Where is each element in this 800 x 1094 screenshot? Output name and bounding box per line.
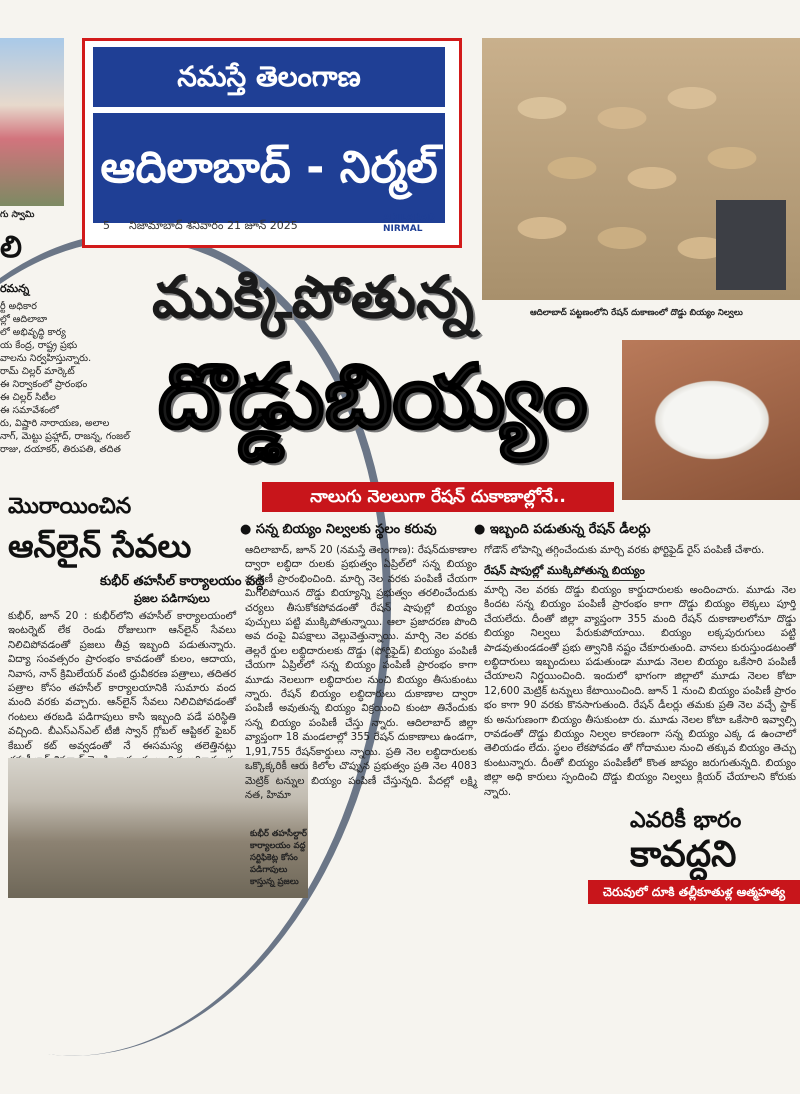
boxed-headline-line2: కావద్దని: [630, 834, 737, 875]
deck-banner: నాలుగు నెలలుగా రేషన్ దుకాణాల్లోనే..: [262, 482, 614, 512]
side-story-body: కుభీర్, జూన్ 20 : కుభీర్‌లోని తహసీల్ కార్యాలయంలో ఇంటర్నెట్ లేక రెండు రోజులుగా ఆన్‌లైన్ సేవలు నిలిచిపోవడంతో ప్రజలు తీవ్ర ఇబ్బంది పడుతున్నారు. విద్యా సంవత్సరం ప్రారంభం కావడంతో కులం, ఆదాయ, నివాస, నాన్ క్రిమిలేయర్ వంటి ధ్రువీకరణ పత్రాలు, తదితర పత్రాల కోసం తహసీల్ కార్యాలయానికి సుమారు వంద మంది వరకు వచ్చారు. ఆన్‌లైన్ సేవలు నిలిచిపోవడంతో గంటలు తరబడి పడిగాపులు కాసి ఇబ్బంది పడే పరిస్థితి వచ్చింది. బీఎస్ఎన్ఎల్ టీజీ స్వాన్ గ్లోబల్ ఆప్టికల్ ఫైబర్ కేబుల్ కట్ అవ్వడంతో నే ఈసమస్య తలెత్తినట్లు: [8, 611, 236, 752]
main-story-col2-intro: గోడౌన్ లోపాన్ని తగ్గించేందుకు మార్చి వరకు ఫోర్టిఫైడ్ రైస్ పంపిణీ చేశారు.: [484, 545, 765, 556]
left-line: ఈ నిర్వాకంలో ప్రారంభం: [0, 379, 88, 390]
headline-line2: దొడ్డుబియ్యం: [158, 345, 588, 448]
left-line: ఈ సమావేశంలో: [0, 405, 59, 416]
left-line: రు, విష్ణారి నారాయణ, అలాల: [0, 418, 110, 429]
left-line: లో అభివృద్ధి కార్య: [0, 327, 66, 338]
side-story-title: ఆన్‌లైన్ సేవలు: [8, 527, 192, 565]
side-story-subtitle-2: ప్రజల పడిగాపులు: [134, 592, 210, 605]
masthead-edition: ఆదిలాబాద్ - నిర్మల్: [93, 113, 445, 223]
masthead: [82, 38, 462, 248]
rice-photo-caption: ఆదిలాబాద్ పట్టణంలోని రేషన్ దుకాణంలో దొడ్డు బియ్యం నిల్వలు: [530, 308, 743, 318]
subhead-2: ● ఇబ్బంది పడుతున్న రేషన్ డీలర్లు: [474, 522, 651, 537]
page-number: 5: [103, 219, 110, 232]
left-line: ఈ చిల్లర్ సిటీల: [0, 392, 56, 403]
headline-line1: ముక్కిపోతున్న: [152, 263, 474, 331]
left-line: ర్టీ అధికార: [0, 301, 37, 312]
dateline: నిజామాబాద్ శనివారం 21 జూన్ 2025: [129, 219, 298, 232]
left-line: రామ్ చిల్లర్ మార్కెట్: [0, 366, 75, 377]
left-headline-fragment: లి: [0, 230, 22, 265]
edition-en-line1: ADILABAD: [383, 213, 435, 223]
left-photo-caption: గు స్వామి: [0, 210, 35, 220]
left-photo: [0, 38, 64, 206]
left-line: ల్లో ఆదిలాబా: [0, 314, 48, 325]
boxed-headline: [630, 808, 800, 878]
left-line: వాలను నిర్వహిస్తున్నారు.: [0, 353, 92, 364]
rice-bags-photo-box: [716, 200, 786, 290]
edition-en-line2: NIRMAL: [383, 224, 423, 234]
left-line: రాజు, దయాకర్, తిరుపతి, తదిత: [0, 444, 121, 455]
main-story-col2-subhead: రేషన్ షాపుల్లో ముక్కిపోతున్న బియ్యం: [484, 564, 645, 581]
side-story-kicker: మొరాయించిన: [8, 494, 132, 519]
side-story-subtitle: కుభీర్ తహసీల్ కార్యాలయం వద్ద: [100, 574, 265, 589]
masthead-dateline-row: [93, 213, 445, 237]
main-story-col1: ఆదిలాబాద్, జూన్ 20 (నమస్తే తెలంగాణ): రేషన్‌దుకాణాల ద్వారా లబ్ధిదా రులకు ప్రభుత్వం ఏప్రిల్‌లో సన్న బియ్యం పంపిణీ ప్రారంభించింది. మార్చి నెల వరకు పంపిణీ చేయగా మిగిలిపోయిన దొడ్డు బియ్యాన్ని ప్రభుత్వం తరలించేందుకు చర్యలు తీసుకోకపోవడంతో రేషన్ షాపుల్లో బియ్యం పుచ్చులు పట్టి ముక్కిపోతున్నాయి. ఆలా ప్రజాదరణ పొంది అవ దంపై విపక్షాలు వెల్లువెత్తున్నాయి. మార్చి నెల వరకు తెల్లరే ర్డుల లబ్ధిదారులకు దొడ్డు (ఫోర్టిఫైడ్) బియ్యం పంపిణీ చేయగా ఏప్రిల్‌లో సన్న బియ్యం పంపిణీ ప్రారంభం కాగా మూడు నెలలుగా లబ్ధిదారుల నుంచి బియ్యం తీసుకుంటు న్నారు. రేషన్ బియ్యం లబ్ధిదారులు దుకాణాల ద్వారా పంపిణీ అవుతున్న బియ్యం విక్రయించి కుంటా తినేందుకు సన్న బియ్యం పంపిణీ చేస్తు న్నారు. ఆదిలాబాద్ జిల్లా వ్యాప్తంగా 18 మండలాల్లో 355 రేషన్ దుకాణాలు ఉండగా, 1,91,755 రేషన్‌కార్డులు న్నాయి. ప్రతి నెల లబ్ధిదారులకు ఒక్కొక్కరికీ ఆరు కిలోల చొప్పున ప్రభుత్వం ప్రతి నెల 4083 మెట్రిక్ టన్నుల బియ్యం పంపిణీ చేస్తున్నది. పేదల్లో లక్ష్మి నత, హిమా: [245, 545, 477, 801]
left-line: నాగ్, మెట్టు ప్రహ్లాద్, రాజన్న, గంజల్: [0, 431, 130, 442]
tahsil-photo-caption: కుభీర్ తహసీల్దార్ కార్యాలయం వద్ద సర్టిఫికెట్ల కోసం పడిగాపులు కాస్తున్న ప్రజలు: [250, 829, 307, 887]
main-story-col2-body: మార్చి నెల వరకు దొడ్డు బియ్యం కార్డుదారులకు అందించారు. మూడు నెల కిందట సన్న బియ్యం పంపిణీ ప్రారంభం కాగా దొడ్డు బియ్యం లెక్కలు పూర్తి చేయలేదు. దీంతో జిల్లా వ్యాప్తంగా 355 మంది రేషన్ దుకాణాలలోనూ దొడ్డు బియ్యం నిల్వలు పేరుకుపోయాయి. బియ్యం లక్కపురుగులు పట్టి పాడవుతుండడంతో ప్రభు త్వానికి నష్టం చేకూరుతుంది. వానలు కురుస్తుండటంతో లబ్ధిదారులు ఇబ్బందులు పడుతుండా మూడు నెలల బియ్యం ఒకేసారి పంపిణీ చేయాలని నిర్ణయించింది. ఇందులో భాగంగా జిల్లాలో మూడు నెలల కోటా 12,600 మెట్రిక్ టన్నులు కేటాయించింది. జూన్ 1 నుంచి బియ్యం పంపిణీ ప్రారం భం కాగా 90 వరకు కొనసాగుతుంది. రేషన్ డీలర్లు తమకు ప్రతి నెల వచ్చే స్టాక్ కు అనుగుణంగా బియ్యం తీసుకుంటా రు. మూడు నెలల కోటా ఒకేసారి ఇవ్వాల్సి రావడంతో దొడ్డు బియ్యం నిల్వల కారణంగా సన్న బియ్యం ఎక్క డ ఉంచాలో తెలియడం లేదు. స్థలం లేకపోవడం తో గోదాముల నుంచి తక్కువ బియ్యం తెచ్చు కుంటున్నారు. దీంతో బియ్యం పంపిణీలో కొంత జాప్యం జరుగుతున్నది. బియ్యం జిల్లా అధి కారులు స్పందించి దొడ్డు బియ్యం నిల్వలు క్లియర్ చేయాలని కోరుకు న్నారు.: [484, 585, 796, 798]
left-byline-fragment: రమన్న: [0, 282, 30, 295]
rice-in-hand-photo: [622, 340, 800, 500]
edition-en: [383, 213, 435, 235]
masthead-title: నమస్తే తెలంగాణ: [93, 47, 445, 107]
left-line: య కేంద్ర, రాష్ట్ర ప్రభు: [0, 340, 78, 351]
subhead-1: ● సన్న బియ్యం నిల్వలకు స్థలం కరువు: [240, 522, 437, 537]
bottom-strip-headline: చెరువులో దూకి తల్లీకూతుళ్ల ఆత్మహత్య: [588, 880, 800, 904]
boxed-headline-line1: ఎవరికీ భారం: [630, 808, 742, 833]
